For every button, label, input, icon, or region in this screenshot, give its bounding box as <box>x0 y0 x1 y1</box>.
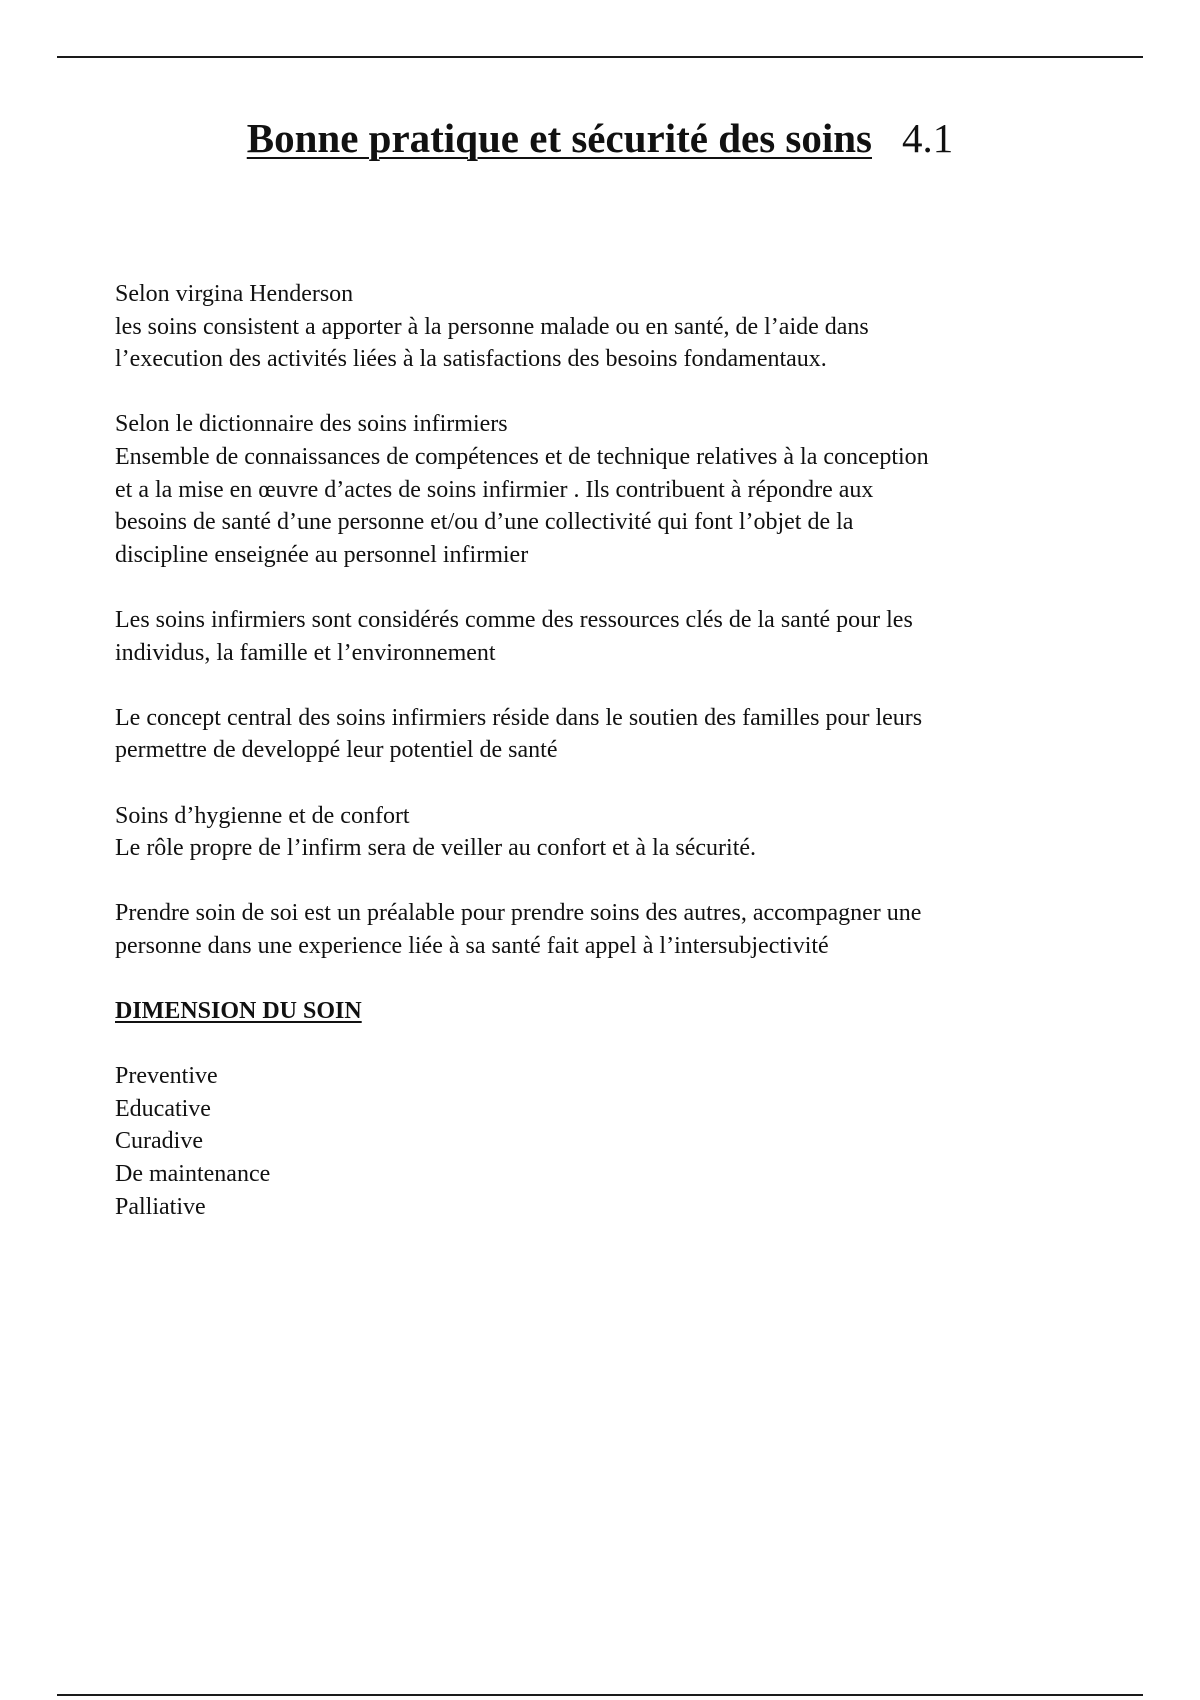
paragraph-prendre-soin <box>115 897 1115 962</box>
title-text: Bonne pratique et sécurité des soins <box>246 115 872 161</box>
paragraph-concept-central <box>115 702 1115 767</box>
paragraph-henderson <box>115 278 1115 376</box>
paragraph-line: personne dans une experience liée à sa santé fait appel à l’intersubjectivité <box>115 932 829 959</box>
bottom-rule <box>57 1694 1143 1696</box>
dimension-list <box>115 1060 1115 1223</box>
paragraph-line: l’execution des activités liées à la satisfactions des besoins fondamentaux. <box>115 346 827 373</box>
document-body <box>115 278 1115 1223</box>
paragraph-line: Soins d’hygienne et de confort <box>115 802 410 829</box>
list-item: Educative <box>115 1095 211 1122</box>
list-item: Palliative <box>115 1193 206 1220</box>
paragraph-dictionnaire <box>115 408 1115 571</box>
paragraph-hygiene <box>115 800 1115 865</box>
paragraph-line: et a la mise en œuvre d’actes de soins infirmier . Ils contribuent à répondre aux <box>115 476 874 503</box>
paragraph-line: Selon virgina Henderson <box>115 281 354 307</box>
paragraph-line: permettre de developpé leur potentiel de santé <box>115 737 558 764</box>
paragraph-line: Selon le dictionnaire des soins infirmiers <box>115 411 508 438</box>
paragraph-line: Le concept central des soins infirmiers réside dans le soutien des familles pour leurs <box>115 704 923 731</box>
paragraph-line: Prendre soin de soi est un préalable pour prendre soins des autres, accompagner une <box>115 900 922 927</box>
paragraph-line: individus, la famille et l’environnement <box>115 639 496 666</box>
paragraph-line: Le rôle propre de l’infirm sera de veiller au confort et à la sécurité. <box>115 835 757 862</box>
title-number: 4.1 <box>902 115 954 161</box>
paragraph-line: besoins de santé d’une personne et/ou d’une collectivité qui font l’objet de la <box>115 509 854 536</box>
paragraph-ressources <box>115 604 1115 669</box>
list-item: Curadive <box>115 1128 203 1155</box>
section-heading-block <box>115 995 1115 1028</box>
list-item: Preventive <box>115 1063 218 1090</box>
paragraph-line: les soins consistent a apporter à la personne malade ou en santé, de l’aide dans <box>115 313 869 340</box>
paragraph-line: Ensemble de connaissances de compétences et de technique relatives à la conception <box>115 443 929 470</box>
list-item: De maintenance <box>115 1161 271 1188</box>
page-title <box>0 112 1200 164</box>
paragraph-line: Les soins infirmiers sont considérés comme des ressources clés de la santé pour les <box>115 606 913 633</box>
paragraph-line: discipline enseignée au personnel infirmier <box>115 541 529 568</box>
section-heading: DIMENSION DU SOIN <box>115 998 362 1025</box>
top-rule <box>57 56 1143 58</box>
